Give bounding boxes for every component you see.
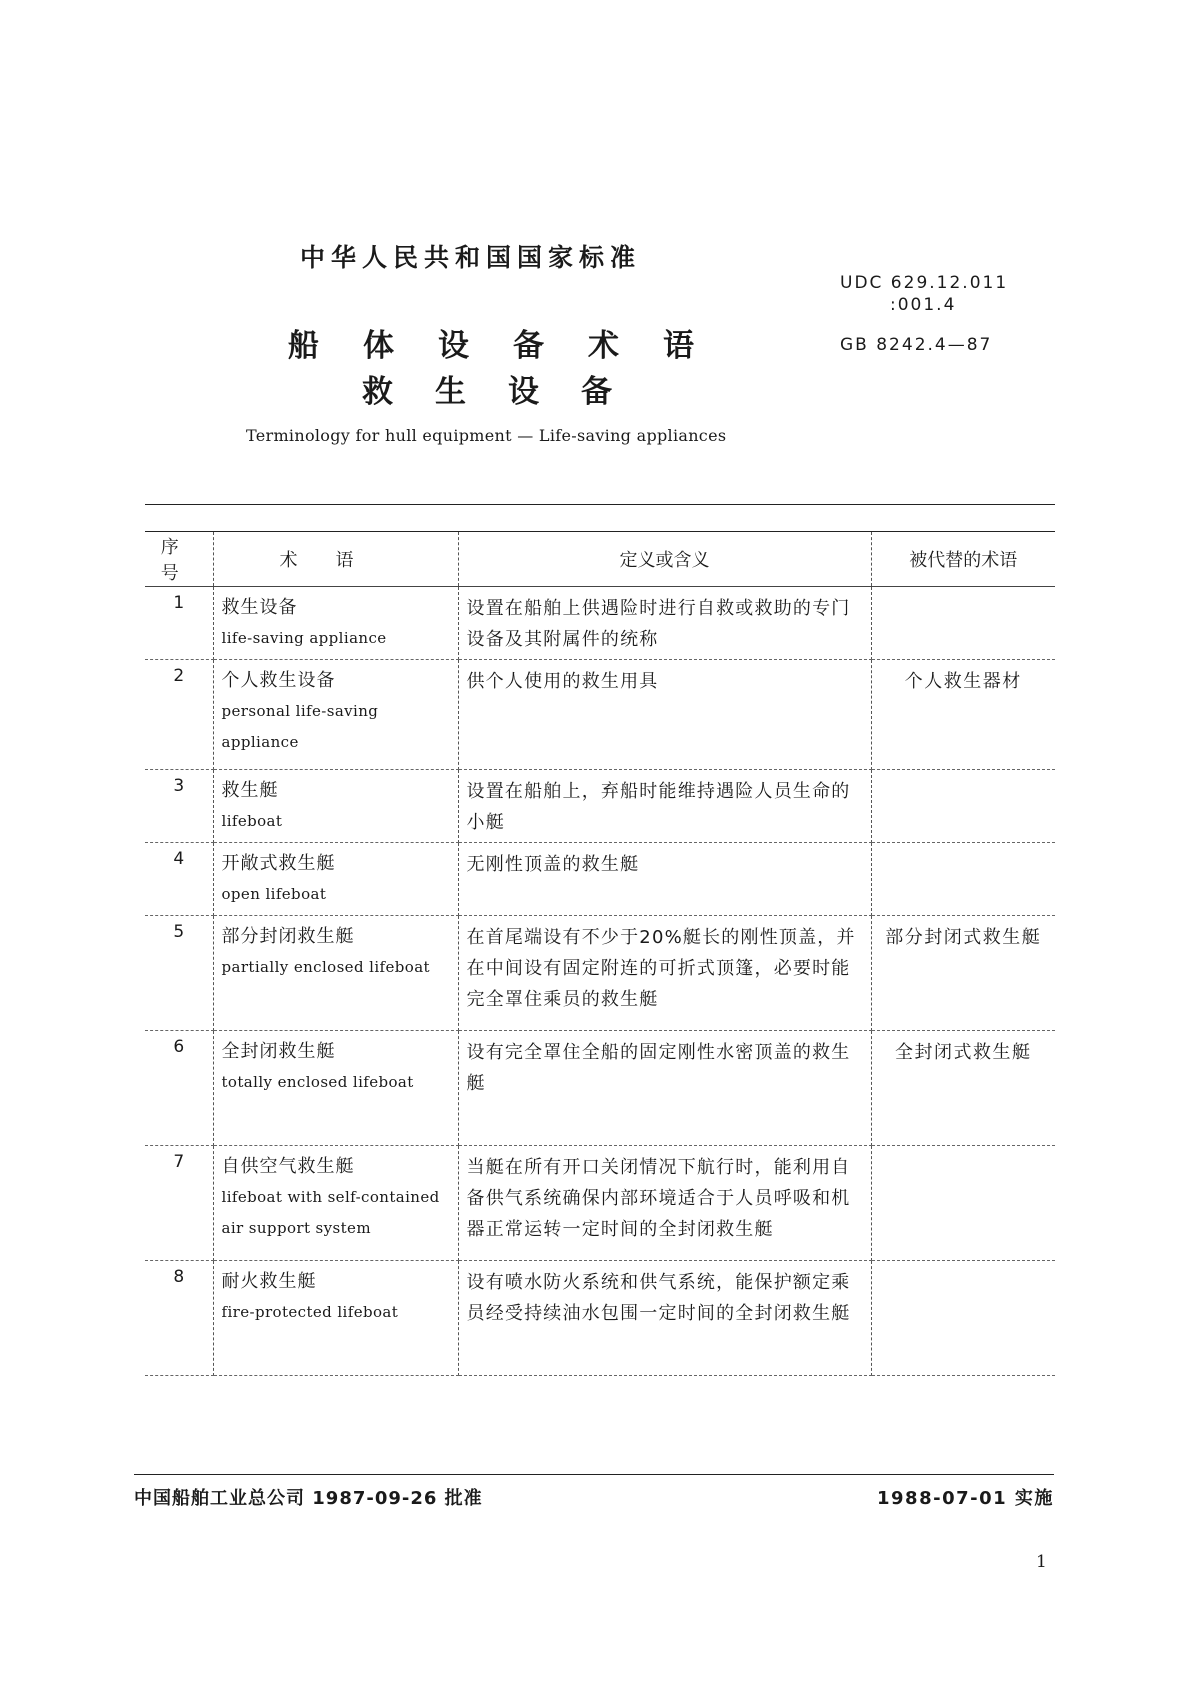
row-definition: 供个人使用的救生用具 — [458, 660, 871, 770]
footer-divider — [134, 1474, 1054, 1475]
row-term — [213, 660, 458, 770]
row-term — [213, 770, 458, 843]
english-title: Terminology for hull equipment — Life-saving appliances — [246, 426, 727, 445]
term-cn: 全封闭救生艇 — [221, 1041, 336, 1062]
gb-standard-number: GB 8242.4—87 — [840, 335, 993, 355]
row-seq: 2 — [145, 660, 213, 770]
document-subtitle: 救生设备 — [362, 374, 654, 410]
term-cn: 救生艇 — [221, 780, 279, 801]
row-term — [213, 1031, 458, 1146]
table-row — [145, 916, 1055, 1031]
row-definition: 设有喷水防火系统和供气系统，能保护额定乘员经受持续油水包围一定时间的全封闭救生艇 — [458, 1261, 871, 1376]
term-en: fire-protected lifeboat — [221, 1303, 399, 1321]
national-standard-heading: 中华人民共和国国家标准 — [300, 243, 642, 272]
row-definition: 设置在船舶上供遇险时进行自救或救助的专门设备及其附属件的统称 — [458, 587, 871, 660]
row-replaced: 部分封闭式救生艇 — [871, 916, 1055, 1031]
row-seq: 3 — [145, 770, 213, 843]
term-en: partially enclosed lifeboat — [221, 958, 430, 976]
header-replaced: 被代替的术语 — [871, 532, 1055, 587]
page-number: 1 — [1036, 1552, 1047, 1572]
term-cn: 自供空气救生艇 — [221, 1156, 355, 1177]
row-definition: 无刚性顶盖的救生艇 — [458, 843, 871, 916]
table-row — [145, 843, 1055, 916]
row-term — [213, 1146, 458, 1261]
row-definition: 设有完全罩住全船的固定刚性水密顶盖的救生艇 — [458, 1031, 871, 1146]
table-row — [145, 1261, 1055, 1376]
row-term — [213, 587, 458, 660]
term-cn: 部分封闭救生艇 — [221, 926, 355, 947]
row-seq: 7 — [145, 1146, 213, 1261]
row-definition: 当艇在所有开口关闭情况下航行时，能利用自备供气系统确保内部环境适合于人员呼吸和机器正常运转一定时间的全封闭救生艇 — [458, 1146, 871, 1261]
row-definition: 在首尾端设有不少于20%艇长的刚性顶盖，并在中间设有固定附连的可折式顶篷，必要时能完全罩住乘员的救生艇 — [458, 916, 871, 1031]
terminology-table — [145, 531, 1055, 1376]
header-term: 术语 — [213, 532, 458, 587]
table-header-row — [145, 532, 1055, 587]
row-seq: 8 — [145, 1261, 213, 1376]
row-term — [213, 916, 458, 1031]
row-replaced — [871, 1146, 1055, 1261]
udc-code — [840, 272, 1008, 316]
udc-sub: :001.4 — [890, 295, 957, 315]
approval-statement: 中国船舶工业总公司 1987-09-26 批准 — [134, 1488, 483, 1509]
header-definition: 定义或含义 — [458, 532, 871, 587]
table-row — [145, 770, 1055, 843]
table-row — [145, 1146, 1055, 1261]
row-replaced: 全封闭式救生艇 — [871, 1031, 1055, 1146]
header-seq: 序号 — [145, 532, 213, 587]
document-title: 船体设备术语 — [288, 328, 738, 364]
table-row — [145, 587, 1055, 660]
row-replaced — [871, 1261, 1055, 1376]
title-divider — [145, 504, 1055, 505]
term-cn: 个人救生设备 — [221, 670, 336, 691]
term-en: life-saving appliance — [221, 629, 387, 647]
term-en: personal life-saving appliance — [221, 702, 379, 751]
table-row — [145, 1031, 1055, 1146]
row-seq: 4 — [145, 843, 213, 916]
term-en: open lifeboat — [221, 885, 327, 903]
term-en: lifeboat with self-contained air support system — [221, 1188, 440, 1237]
table-row — [145, 660, 1055, 770]
term-en: totally enclosed lifeboat — [221, 1073, 414, 1091]
row-seq: 1 — [145, 587, 213, 660]
term-cn: 耐火救生艇 — [221, 1271, 317, 1292]
term-cn: 救生设备 — [221, 597, 298, 618]
term-en: lifeboat — [221, 812, 283, 830]
row-replaced: 个人救生器材 — [871, 660, 1055, 770]
row-seq: 5 — [145, 916, 213, 1031]
term-cn: 开敞式救生艇 — [221, 853, 336, 874]
row-replaced — [871, 843, 1055, 916]
row-replaced — [871, 770, 1055, 843]
udc-main: UDC 629.12.011 — [840, 273, 1009, 293]
row-seq: 6 — [145, 1031, 213, 1146]
effective-date: 1988-07-01 实施 — [877, 1488, 1054, 1509]
row-term — [213, 1261, 458, 1376]
row-replaced — [871, 587, 1055, 660]
row-term — [213, 843, 458, 916]
row-definition: 设置在船舶上，弃船时能维持遇险人员生命的小艇 — [458, 770, 871, 843]
